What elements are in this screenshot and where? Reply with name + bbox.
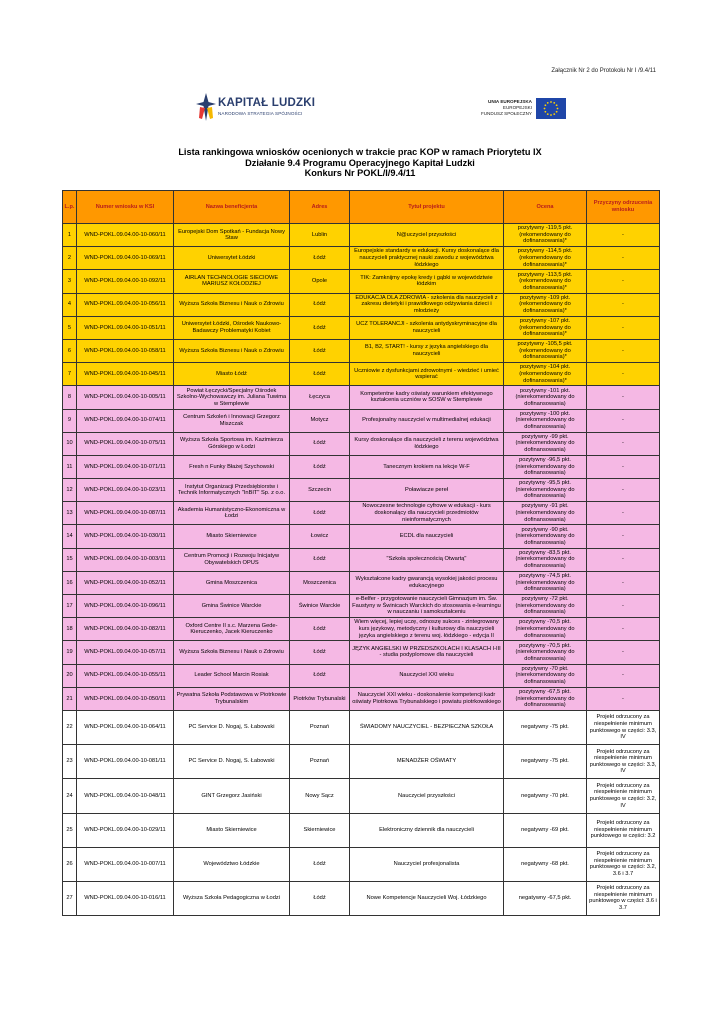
cell-address: Motycz: [290, 409, 350, 432]
cell-lp: 12: [63, 479, 77, 502]
cell-lp: 16: [63, 571, 77, 594]
cell-address: Opole: [290, 270, 350, 293]
cell-project-title: Nauczyciel XXI wieku - doskonalenie kompetencji kadr oświaty Piotrkowa Trybunalskiego i powiatu piotrkowskiego: [350, 687, 504, 710]
cell-number: WND-POKL.09.04.00-10-087/11: [77, 502, 174, 525]
cell-lp: 11: [63, 455, 77, 478]
cell-score: pozytywny -105,5 pkt. (rekomendowany do dofinansowania)*: [504, 339, 587, 362]
table-row: [63, 270, 660, 293]
eu-star-icon: [556, 111, 558, 113]
table-row: [63, 664, 660, 687]
cell-number: WND-POKL.09.04.00-10-074/11: [77, 409, 174, 432]
table-row: [63, 813, 660, 847]
cell-address: Nowy Sącz: [290, 779, 350, 813]
eu-star-icon: [544, 111, 546, 113]
table-row: [63, 293, 660, 316]
cell-score: negatywny -69 pkt.: [504, 813, 587, 847]
cell-beneficiary: Wyższa Szkoła Biznesu i Nauk o Zdrowiu: [174, 339, 290, 362]
cell-project-title: ECDL dla nauczycieli: [350, 525, 504, 548]
table-header-row: [63, 191, 660, 224]
cell-lp: 1: [63, 224, 77, 247]
header-number: Numer wniosku w KSI: [77, 191, 174, 224]
cell-rejection-reason: -: [587, 502, 660, 525]
cell-beneficiary: Uniwersytet Łódzki, Ośrodek Naukowo-Badawczy Problematyki Kobiet: [174, 316, 290, 339]
table-row: [63, 710, 660, 744]
cell-number: WND-POKL.09.04.00-10-058/11: [77, 339, 174, 362]
cell-project-title: Nauczyciel profesjonalista: [350, 847, 504, 881]
table-row: [63, 339, 660, 362]
cell-rejection-reason: -: [587, 432, 660, 455]
cell-project-title: Wiem więcej, lepiej uczę, odnoszę sukces - zintegrowany kurs językowy, metodyczny i kulturowy dla nauczycieli języka angielskiego z terenu woj. łódzkiego - edycja II: [350, 618, 504, 641]
cell-score: pozytywny -91 pkt. (nierekomendowany do dofinansowania): [504, 502, 587, 525]
cell-rejection-reason: -: [587, 571, 660, 594]
eu-flag-icon: [536, 98, 566, 119]
cell-lp: 27: [63, 881, 77, 915]
cell-address: Łódź: [290, 247, 350, 270]
cell-beneficiary: Centrum Promocji i Rozwoju Inicjatyw Obywatelskich OPUS: [174, 548, 290, 571]
eu-star-icon: [556, 104, 558, 106]
cell-rejection-reason: -: [587, 641, 660, 664]
table-row: [63, 502, 660, 525]
table-row: [63, 455, 660, 478]
eu-logo-line3: FUNDUSZ SPOŁECZNY: [480, 110, 532, 116]
cell-beneficiary: Prywatna Szkoła Podstawowa w Piotrkowie Trybunalskim: [174, 687, 290, 710]
cell-beneficiary: Fresh n Funky Błażej Szychowski: [174, 455, 290, 478]
table-row: [63, 548, 660, 571]
cell-rejection-reason: -: [587, 548, 660, 571]
cell-number: WND-POKL.09.04.00-10-052/11: [77, 571, 174, 594]
cell-lp: 23: [63, 745, 77, 779]
cell-project-title: e-Belfer - przygotowanie nauczycieli Gimnazjum im. Św. Faustyny w Świnicach Warckich do stosowania e-learningu w nauczaniu i samokształceniu: [350, 595, 504, 618]
cell-project-title: Poławiacze pereł: [350, 479, 504, 502]
cell-lp: 9: [63, 409, 77, 432]
cell-project-title: Elektroniczny dziennik dla nauczycieli: [350, 813, 504, 847]
cell-beneficiary: Wyższa Szkoła Biznesu i Nauk o Zdrowiu: [174, 293, 290, 316]
cell-project-title: Nowe Kompetencje Nauczycieli Woj. Łódzkiego: [350, 881, 504, 915]
cell-score: pozytywny -96,5 pkt. (nierekomendowany do dofinansowania): [504, 455, 587, 478]
cell-rejection-reason: -: [587, 247, 660, 270]
kapital-ludzki-subtitle: NARODOWA STRATEGIA SPÓJNOŚCI: [218, 111, 303, 116]
table-row: [63, 881, 660, 915]
cell-beneficiary: Miasto Łódź: [174, 363, 290, 386]
cell-address: Skierniewice: [290, 813, 350, 847]
cell-number: WND-POKL.09.04.00-10-092/11: [77, 270, 174, 293]
cell-address: Łódź: [290, 664, 350, 687]
cell-number: WND-POKL.09.04.00-10-096/11: [77, 595, 174, 618]
cell-project-title: "Szkoła społecznością Otwartą": [350, 548, 504, 571]
cell-score: negatywny -68 pkt.: [504, 847, 587, 881]
cell-score: pozytywny -107 pkt. (rekomendowany do dofinansowania)*: [504, 316, 587, 339]
cell-rejection-reason: -: [587, 479, 660, 502]
cell-number: WND-POKL.09.04.00-10-069/11: [77, 247, 174, 270]
cell-rejection-reason: -: [587, 316, 660, 339]
cell-beneficiary: Gmina Moszczenica: [174, 571, 290, 594]
cell-beneficiary: Miasto Skierniewice: [174, 525, 290, 548]
cell-address: Poznań: [290, 745, 350, 779]
header-project-title: Tytuł projektu: [350, 191, 504, 224]
table-row: [63, 571, 660, 594]
header-score: Ocena: [504, 191, 587, 224]
cell-beneficiary: Wyższa Szkoła Biznesu i Nauk o Zdrowiu: [174, 641, 290, 664]
table-row: [63, 316, 660, 339]
cell-rejection-reason: -: [587, 270, 660, 293]
cell-score: pozytywny -83,5 pkt. (nierekomendowany do dofinansowania): [504, 548, 587, 571]
cell-rejection-reason: Projekt odrzucony za niespełnienie minimum punktowego w części: 3.2: [587, 813, 660, 847]
kapital-ludzki-logo: [196, 93, 316, 121]
cell-address: Łódź: [290, 432, 350, 455]
ranking-table: [62, 190, 660, 916]
cell-number: WND-POKL.09.04.00-10-057/11: [77, 641, 174, 664]
cell-rejection-reason: Projekt odrzucony za niespełnienie minimum punktowego w części: 3.3, IV: [587, 710, 660, 744]
cell-project-title: Tanecznym krokiem na lekcje W-F: [350, 455, 504, 478]
cell-beneficiary: Oxford Centre II s.c. Marzena Gede-Kieruczenko, Jacek Kieruczenko: [174, 618, 290, 641]
cell-rejection-reason: -: [587, 618, 660, 641]
cell-project-title: Kursy doskonalące dla nauczycieli z terenu województwa łódzkiego: [350, 432, 504, 455]
cell-number: WND-POKL.09.04.00-10-007/11: [77, 847, 174, 881]
cell-project-title: Wykształcone kadry gwarancją wysokiej jakości procesu edukacyjnego: [350, 571, 504, 594]
eu-logo-line1: UNIA EUROPEJSKA: [488, 99, 532, 104]
cell-rejection-reason: -: [587, 687, 660, 710]
cell-beneficiary: Europejski Dom Spotkań - Fundacja Nowy Staw: [174, 224, 290, 247]
cell-beneficiary: Wyższa Szkoła Sportowa im. Kazimierza Górskiego w Łodzi: [174, 432, 290, 455]
cell-beneficiary: Województwo Łódzkie: [174, 847, 290, 881]
cell-beneficiary: PC Service D. Nogaj, S. Łabowski: [174, 745, 290, 779]
cell-number: WND-POKL.09.04.00-10-081/11: [77, 745, 174, 779]
cell-address: Łódź: [290, 847, 350, 881]
cell-beneficiary: GINT Grzegorz Jasiński: [174, 779, 290, 813]
table-row: [63, 641, 660, 664]
cell-project-title: Nauczyciel przyszłości: [350, 779, 504, 813]
kapital-ludzki-emblem-icon: [196, 93, 216, 121]
cell-number: WND-POKL.09.04.00-10-055/11: [77, 664, 174, 687]
cell-address: Piotrków Trybunalski: [290, 687, 350, 710]
cell-lp: 17: [63, 595, 77, 618]
cell-lp: 14: [63, 525, 77, 548]
cell-beneficiary: Instytut Organizacji Przedsiębiorstw i Technik Informatycznych "InBIT" Sp. z o.o.: [174, 479, 290, 502]
cell-lp: 7: [63, 363, 77, 386]
header-rejection-reason: Przyczyny odrzucenia wniosku: [587, 191, 660, 224]
cell-lp: 4: [63, 293, 77, 316]
cell-address: Świnice Warckie: [290, 595, 350, 618]
eu-logo: [474, 98, 566, 120]
cell-lp: 24: [63, 779, 77, 813]
eu-star-icon: [550, 101, 552, 103]
cell-rejection-reason: -: [587, 363, 660, 386]
cell-score: pozytywny -109 pkt. (rekomendowany do dofinansowania)*: [504, 293, 587, 316]
cell-number: WND-POKL.09.04.00-10-016/11: [77, 881, 174, 915]
table-row: [63, 432, 660, 455]
cell-beneficiary: Powiat Łęczycki/Specjalny Ośrodek Szkolno-Wychowawczy im. Juliana Tuwima w Stemplewie: [174, 386, 290, 409]
cell-project-title: ŚWIADOMY NAUCZYCIEL - BEZPIECZNA SZKOŁA: [350, 710, 504, 744]
table-row: [63, 247, 660, 270]
cell-beneficiary: Centrum Szkoleń i Innowacji Grzegorz Miszczak: [174, 409, 290, 432]
cell-project-title: Europejskie standardy w edukacji. Kursy doskonalące dla nauczycieli praktycznej nauki zawodu z województwa łódzkiego: [350, 247, 504, 270]
cell-score: negatywny -75 pkt.: [504, 710, 587, 744]
header-lp: L.p.: [63, 191, 77, 224]
cell-number: WND-POKL.09.04.00-10-075/11: [77, 432, 174, 455]
cell-address: Łódź: [290, 293, 350, 316]
cell-project-title: B1, B2, START! - kursy z języka angielskiego dla nauczycieli: [350, 339, 504, 362]
cell-lp: 18: [63, 618, 77, 641]
cell-number: WND-POKL.09.04.00-10-060/11: [77, 224, 174, 247]
cell-beneficiary: Uniwersytet Łódzki: [174, 247, 290, 270]
cell-project-title: Nowoczesne technologie cyfrowe w edukacji - kurs doskonalący dla nauczycieli przedmiotów nieinformatycznych: [350, 502, 504, 525]
cell-lp: 15: [63, 548, 77, 571]
cell-number: WND-POKL.09.04.00-10-064/11: [77, 710, 174, 744]
title-line-3: Konkurs Nr POKL/I/9.4/11: [304, 168, 416, 179]
cell-address: Łódź: [290, 339, 350, 362]
eu-logo-line2: EUROPEJSKI: [502, 104, 532, 110]
table-row: [63, 363, 660, 386]
cell-beneficiary: Miasto Skierniewice: [174, 813, 290, 847]
header-address: Adres: [290, 191, 350, 224]
table-row: [63, 409, 660, 432]
header-beneficiary: Nazwa beneficjenta: [174, 191, 290, 224]
cell-beneficiary: Akademia Humanistyczno-Ekonomiczna w Łodzi: [174, 502, 290, 525]
cell-address: Łódź: [290, 881, 350, 915]
cell-number: WND-POKL.09.04.00-10-051/11: [77, 316, 174, 339]
table-row: [63, 386, 660, 409]
cell-beneficiary: Gmina Świnice Warckie: [174, 595, 290, 618]
cell-rejection-reason: Projekt odrzucony za niespełnienie minimum punktowego w części: 3.6 i 3.7: [587, 881, 660, 915]
eu-star-icon: [547, 113, 549, 115]
cell-project-title: MENADŻER OŚWIATY: [350, 745, 504, 779]
cell-score: pozytywny -70 pkt. (nierekomendowany do dofinansowania): [504, 664, 587, 687]
cell-project-title: JĘZYK ANGIELSKI W PRZEDSZKOLACH I KLASACH I-III - studia podyplomowe dla nauczycieli: [350, 641, 504, 664]
cell-number: WND-POKL.09.04.00-10-071/11: [77, 455, 174, 478]
cell-number: WND-POKL.09.04.00-10-029/11: [77, 813, 174, 847]
cell-lp: 20: [63, 664, 77, 687]
cell-project-title: N@uczyciel przyszłości: [350, 224, 504, 247]
cell-score: pozytywny -74,5 pkt. (nierekomendowany do dofinansowania): [504, 571, 587, 594]
cell-number: WND-POKL.09.04.00-10-005/11: [77, 386, 174, 409]
cell-project-title: UCZ TOLERANCJI - szkolenia antydyskryminacyjne dla nauczycieli: [350, 316, 504, 339]
cell-lp: 22: [63, 710, 77, 744]
cell-rejection-reason: -: [587, 455, 660, 478]
table-row: [63, 779, 660, 813]
cell-score: pozytywny -67,5 pkt. (nierekomendowany do dofinansowania): [504, 687, 587, 710]
cell-lp: 13: [63, 502, 77, 525]
cell-rejection-reason: -: [587, 595, 660, 618]
cell-number: WND-POKL.09.04.00-10-023/11: [77, 479, 174, 502]
cell-project-title: Uczniowie z dysfunkcjami zdrowotnymi - wiedzieć i umieć wspierać: [350, 363, 504, 386]
cell-project-title: TIK: Zamknijmy epokę kredy i gąbki w województwie łódzkim: [350, 270, 504, 293]
cell-address: Łowicz: [290, 525, 350, 548]
title-line-1: Lista rankingowa wniosków ocenionych w trakcie prac KOP w ramach Priorytetu IX: [178, 147, 542, 157]
cell-project-title: Nauczyciel XXI wieku: [350, 664, 504, 687]
cell-address: Lublin: [290, 224, 350, 247]
eu-star-icon: [544, 108, 546, 110]
cell-lp: 6: [63, 339, 77, 362]
cell-project-title: Profesjonalny nauczyciel w multimedialnej edukacji: [350, 409, 504, 432]
cell-number: WND-POKL.09.04.00-10-048/11: [77, 779, 174, 813]
cell-project-title: EDUKACJA DLA ZDROWIA - szkolenia dla nauczycieli z zakresu dietetyki i prawidłowego odżywiania dzieci i młodzieży: [350, 293, 504, 316]
table-row: [63, 525, 660, 548]
cell-score: pozytywny -100 pkt. (nierekomendowany do dofinansowania): [504, 409, 587, 432]
cell-address: Łódź: [290, 548, 350, 571]
cell-number: WND-POKL.09.04.00-10-050/11: [77, 687, 174, 710]
table-row: [63, 687, 660, 710]
cell-address: Łódź: [290, 502, 350, 525]
cell-lp: 25: [63, 813, 77, 847]
cell-address: Szczecin: [290, 479, 350, 502]
cell-address: Łódź: [290, 641, 350, 664]
cell-score: pozytywny -99 pkt. (nierekomendowany do dofinansowania): [504, 432, 587, 455]
cell-lp: 3: [63, 270, 77, 293]
cell-rejection-reason: -: [587, 386, 660, 409]
cell-project-title: Kompetentne kadry oświaty warunkiem efektywnego kształcenia uczniów w SOSW w Stemplewie: [350, 386, 504, 409]
cell-rejection-reason: -: [587, 293, 660, 316]
cell-address: Moszczenica: [290, 571, 350, 594]
cell-address: Łódź: [290, 455, 350, 478]
cell-rejection-reason: -: [587, 525, 660, 548]
title-line-2: Działanie 9.4 Programu Operacyjnego Kapitał Ludzki: [245, 157, 475, 168]
eu-star-icon: [547, 102, 549, 104]
cell-address: Łódź: [290, 316, 350, 339]
cell-address: Łęczyca: [290, 386, 350, 409]
cell-score: pozytywny -113,5 pkt. (rekomendowany do dofinansowania)*: [504, 270, 587, 293]
cell-score: pozytywny -119,5 pkt. (rekomendowany do dofinansowania)*: [504, 224, 587, 247]
cell-score: pozytywny -70,5 pkt. (nierekomendowany do dofinansowania): [504, 641, 587, 664]
cell-address: Łódź: [290, 618, 350, 641]
attachment-note: Załącznik Nr 2 do Protokołu Nr I /9.4/11: [551, 68, 656, 74]
cell-lp: 21: [63, 687, 77, 710]
cell-score: pozytywny -104 pkt. (rekomendowany do dofinansowania)*: [504, 363, 587, 386]
cell-number: WND-POKL.09.04.00-10-056/11: [77, 293, 174, 316]
cell-number: WND-POKL.09.04.00-10-045/11: [77, 363, 174, 386]
cell-address: Poznań: [290, 710, 350, 744]
cell-number: WND-POKL.09.04.00-10-082/11: [77, 618, 174, 641]
cell-number: WND-POKL.09.04.00-10-030/11: [77, 525, 174, 548]
eu-star-icon: [544, 104, 546, 106]
cell-lp: 19: [63, 641, 77, 664]
cell-beneficiary: Leader School Marcin Rosiak: [174, 664, 290, 687]
cell-rejection-reason: Projekt odrzucony za niespełnienie minimum punktowego w części: 3.2, IV: [587, 779, 660, 813]
table-row: [63, 745, 660, 779]
kapital-ludzki-title: KAPITAŁ LUDZKI: [218, 97, 316, 109]
table-row: [63, 595, 660, 618]
cell-lp: 26: [63, 847, 77, 881]
document-title: [62, 147, 658, 179]
cell-score: negatywny -67,5 pkt.: [504, 881, 587, 915]
cell-rejection-reason: -: [587, 664, 660, 687]
eu-star-icon: [550, 114, 552, 116]
cell-rejection-reason: -: [587, 409, 660, 432]
eu-star-icon: [553, 102, 555, 104]
cell-rejection-reason: Projekt odrzucony za niespełnienie minimum punktowego w części: 3.3, IV: [587, 745, 660, 779]
cell-rejection-reason: Projekt odrzucony za niespełnienie minimum punktowego w części: 3.2, 3.6 i 3.7: [587, 847, 660, 881]
cell-number: WND-POKL.09.04.00-10-003/11: [77, 548, 174, 571]
eu-star-icon: [557, 108, 559, 110]
cell-score: pozytywny -101 pkt. (nierekomendowany do dofinansowania): [504, 386, 587, 409]
cell-score: pozytywny -70,5 pkt. (nierekomendowany do dofinansowania): [504, 618, 587, 641]
table-row: [63, 618, 660, 641]
cell-score: pozytywny -114,5 pkt. (rekomendowany do dofinansowania)*: [504, 247, 587, 270]
cell-score: pozytywny -95,5 pkt. (nierekomendowany do dofinansowania): [504, 479, 587, 502]
cell-lp: 8: [63, 386, 77, 409]
cell-lp: 10: [63, 432, 77, 455]
table-row: [63, 224, 660, 247]
cell-lp: 2: [63, 247, 77, 270]
cell-score: pozytywny -90 pkt. (nierekomendowany do dofinansowania): [504, 525, 587, 548]
cell-lp: 5: [63, 316, 77, 339]
cell-score: negatywny -75 pkt.: [504, 745, 587, 779]
cell-beneficiary: PC Service D. Nogaj, S. Łabowski: [174, 710, 290, 744]
cell-rejection-reason: -: [587, 224, 660, 247]
cell-beneficiary: Wyższa Szkoła Pedagogiczna w Łodzi: [174, 881, 290, 915]
eu-logo-text: [481, 99, 532, 116]
table-row: [63, 479, 660, 502]
table-row: [63, 847, 660, 881]
cell-beneficiary: AIRLAN TECHNOLOGIE SIECIOWE MARIUSZ KOŁODZIEJ: [174, 270, 290, 293]
cell-address: Łódź: [290, 363, 350, 386]
eu-star-icon: [553, 113, 555, 115]
cell-score: negatywny -70 pkt.: [504, 779, 587, 813]
cell-rejection-reason: -: [587, 339, 660, 362]
cell-score: pozytywny -72 pkt. (nierekomendowany do dofinansowania): [504, 595, 587, 618]
